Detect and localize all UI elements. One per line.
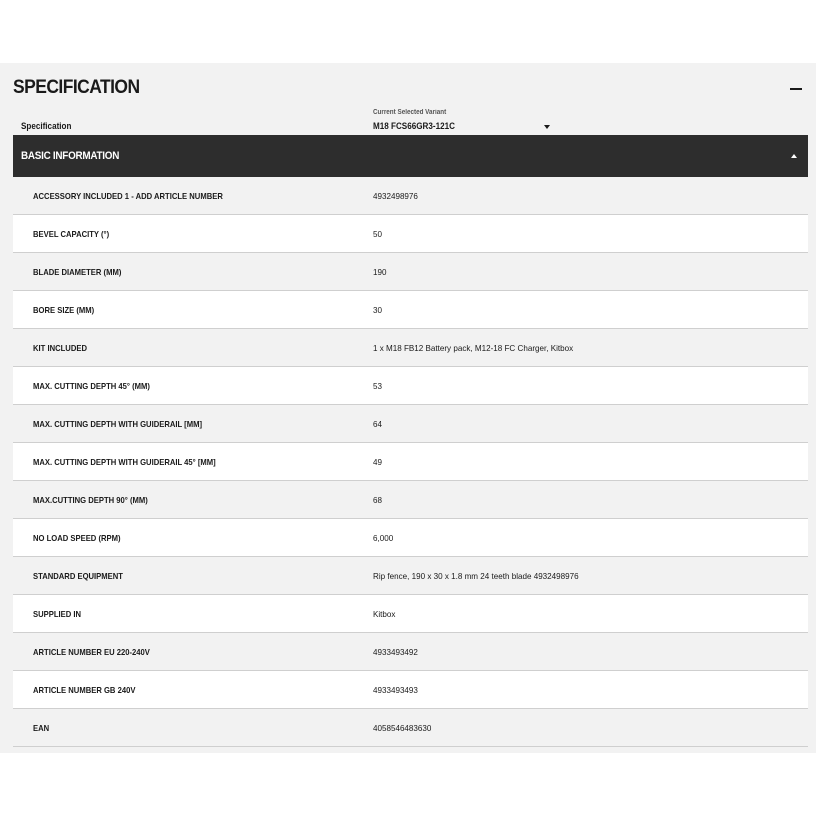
table-row xyxy=(13,215,808,253)
spec-value: 64 xyxy=(373,419,382,429)
spec-value: 6,000 xyxy=(373,533,394,543)
table-row xyxy=(13,329,808,367)
table-row xyxy=(13,595,808,633)
page-title: SPECIFICATION xyxy=(13,77,140,98)
table-row xyxy=(13,519,808,557)
specification-header xyxy=(13,71,808,111)
spec-label: MAX. CUTTING DEPTH WITH GUIDERAIL 45° [MM] xyxy=(33,457,216,467)
variant-row xyxy=(13,107,808,135)
minus-icon xyxy=(790,88,802,90)
variant-select[interactable] xyxy=(373,119,553,133)
spec-value: 4933493492 xyxy=(373,647,418,657)
spec-value: 53 xyxy=(373,381,382,391)
spec-label: BLADE DIAMETER (MM) xyxy=(33,267,122,277)
spec-value: Rip fence, 190 x 30 x 1.8 mm 24 teeth blade 4932498976 xyxy=(373,571,579,581)
specification-table xyxy=(13,177,808,747)
spec-value: 68 xyxy=(373,495,382,505)
table-row xyxy=(13,177,808,215)
spec-label: KIT INCLUDED xyxy=(33,343,87,353)
spec-label: SUPPLIED IN xyxy=(33,609,82,619)
variant-caption: Current Selected Variant xyxy=(373,109,447,116)
spec-label: EAN xyxy=(33,723,50,733)
spec-value: 49 xyxy=(373,457,382,467)
table-row xyxy=(13,633,808,671)
spec-label: MAX. CUTTING DEPTH WITH GUIDERAIL [MM] xyxy=(33,419,203,429)
table-row xyxy=(13,481,808,519)
collapse-specification-button[interactable] xyxy=(788,79,806,97)
table-row xyxy=(13,253,808,291)
section-title: BASIC INFORMATION xyxy=(21,150,120,162)
table-row xyxy=(13,367,808,405)
spec-label: STANDARD EQUIPMENT xyxy=(33,571,123,581)
specification-column-label: Specification xyxy=(21,121,72,131)
spec-label: MAX. CUTTING DEPTH 45° (MM) xyxy=(33,381,150,391)
variant-selected-value: M18 FCS66GR3-121C xyxy=(373,121,455,131)
spec-label: ARTICLE NUMBER GB 240V xyxy=(33,685,136,695)
section-basic-information[interactable] xyxy=(13,135,808,177)
spec-label: MAX.CUTTING DEPTH 90° (MM) xyxy=(33,495,148,505)
spec-value: 30 xyxy=(373,305,382,315)
table-row xyxy=(13,557,808,595)
caret-up-icon xyxy=(791,154,797,158)
spec-value: 1 x M18 FB12 Battery pack, M12-18 FC Charger, Kitbox xyxy=(373,343,574,353)
spec-label: BORE SIZE (MM) xyxy=(33,305,95,315)
specification-panel xyxy=(0,63,816,753)
spec-label: BEVEL CAPACITY (°) xyxy=(33,229,110,239)
spec-value: Kitbox xyxy=(373,609,396,619)
table-row xyxy=(13,443,808,481)
caret-down-icon xyxy=(544,125,550,129)
table-row xyxy=(13,709,808,747)
spec-label: ACCESSORY INCLUDED 1 - ADD ARTICLE NUMBER xyxy=(33,191,223,201)
spec-value: 4932498976 xyxy=(373,191,418,201)
table-row xyxy=(13,671,808,709)
spec-value: 4058546483630 xyxy=(373,723,432,733)
table-row xyxy=(13,405,808,443)
spec-label: NO LOAD SPEED (RPM) xyxy=(33,533,121,543)
spec-value: 50 xyxy=(373,229,382,239)
spec-value: 190 xyxy=(373,267,387,277)
spec-label: ARTICLE NUMBER EU 220-240V xyxy=(33,647,150,657)
spec-value: 4933493493 xyxy=(373,685,418,695)
table-row xyxy=(13,291,808,329)
